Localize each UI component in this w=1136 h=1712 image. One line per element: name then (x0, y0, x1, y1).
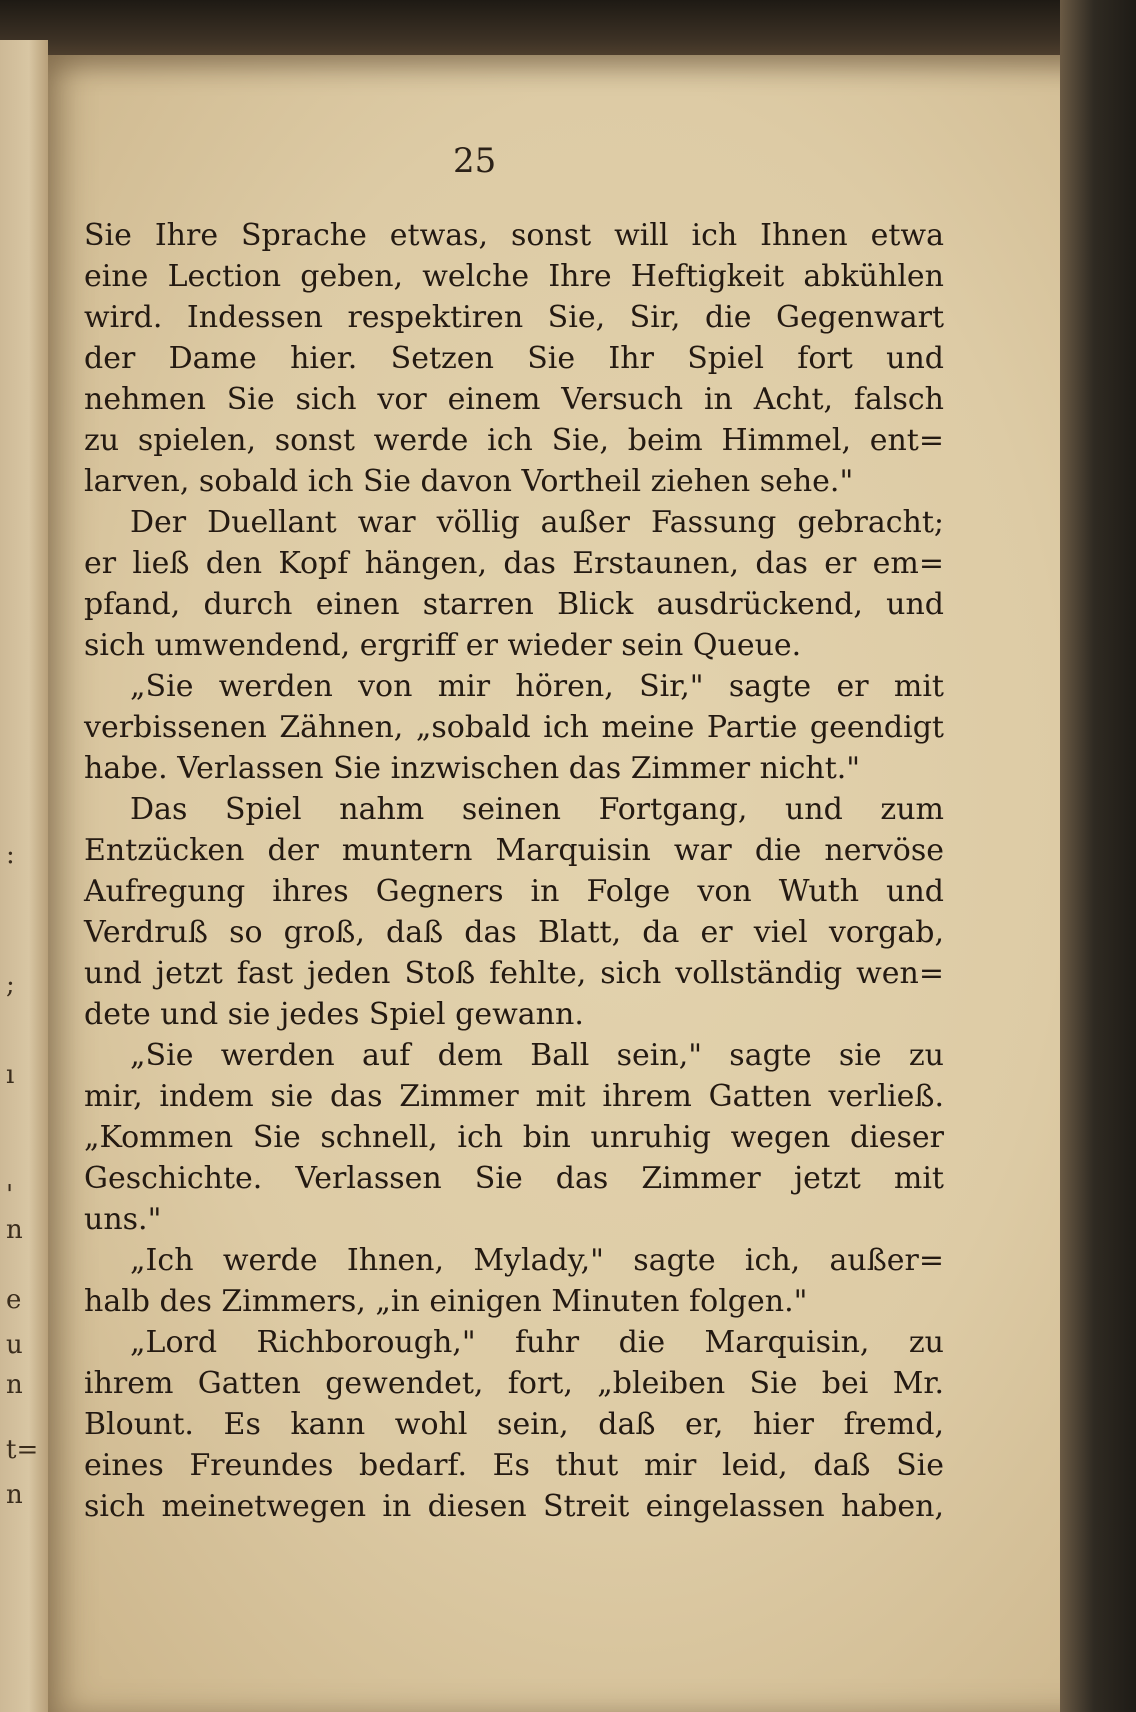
spine-letter: ; (6, 970, 15, 1000)
text-line: der Dame hier. Setzen Sie Ihr Spiel fort und (84, 341, 944, 376)
text-line: halb des Zimmers, „in einigen Minuten folgen." (84, 1284, 808, 1319)
text-line: „Kommen Sie schnell, ich bin unruhig wegen dieser (84, 1120, 944, 1155)
text-line: Aufregung ihres Gegners in Folge von Wuth und (84, 874, 944, 909)
text-line: larven, sobald ich Sie davon Vortheil ziehen sehe." (84, 464, 854, 499)
text-line: Der Duellant war völlig außer Fassung gebracht; (130, 505, 944, 540)
text-line: „Sie werden von mir hören, Sir," sagte er mit (130, 669, 944, 704)
spine-letter: ı (6, 1060, 15, 1090)
spine-letter: n (6, 1480, 23, 1510)
text-line: „Ich werde Ihnen, Mylady," sagte ich, außer= (130, 1243, 944, 1278)
text-line: eine Lection geben, welche Ihre Heftigkeit abkühlen (84, 259, 944, 294)
spine-letter: t= (6, 1435, 39, 1465)
text-line: zu spielen, sonst werde ich Sie, beim Himmel, ent= (84, 423, 944, 458)
text-line: habe. Verlassen Sie inzwischen das Zimmer nicht." (84, 751, 861, 786)
text-line: und jetzt fast jeden Stoß fehlte, sich vollständig wen= (84, 956, 944, 991)
text-line: uns." (84, 1202, 162, 1237)
text-line: er ließ den Kopf hängen, das Erstaunen, das er em= (84, 546, 944, 581)
text-line: ihrem Gatten gewendet, fort, „bleiben Sie bei Mr. (84, 1366, 944, 1401)
spine-letter: : (6, 840, 15, 870)
book-right-edge (1060, 0, 1136, 1712)
text-line: pfand, durch einen starren Blick ausdrückend, und (84, 587, 944, 622)
spine-letter: n (6, 1215, 23, 1245)
text-line: wird. Indessen respektiren Sie, Sir, die Gegenwart (84, 300, 944, 335)
text-line: sich umwendend, ergriff er wieder sein Queue. (84, 628, 802, 663)
text-line: Blount. Es kann wohl sein, daß er, hier fremd, (84, 1407, 944, 1442)
previous-page-strip (0, 40, 48, 1712)
spine-letter: e (6, 1285, 22, 1315)
text-line: „Sie werden auf dem Ball sein," sagte sie zu (130, 1038, 944, 1073)
text-line: Das Spiel nahm seinen Fortgang, und zum (130, 792, 944, 827)
text-line: verbissenen Zähnen, „sobald ich meine Partie geendigt (84, 710, 944, 745)
text-line: Geschichte. Verlassen Sie das Zimmer jetzt mit (84, 1161, 944, 1196)
text-line: „Lord Richborough," fuhr die Marquisin, zu (130, 1325, 944, 1360)
book-page (48, 55, 1088, 1712)
page-number: 25 (453, 141, 497, 181)
text-line: Sie Ihre Sprache etwas, sonst will ich Ihnen etwa (84, 218, 944, 253)
body-text (84, 215, 944, 1527)
text-line: sich meinetwegen in diesen Streit eingelassen haben, (84, 1489, 944, 1524)
text-line: eines Freundes bedarf. Es thut mir leid, daß Sie (84, 1448, 944, 1483)
spine-letter: ' (6, 1180, 14, 1210)
spine-letter: n (6, 1370, 23, 1400)
text-line: Verdruß so groß, daß das Blatt, da er viel vorgab, (84, 915, 944, 950)
spine-letter: u (6, 1330, 23, 1360)
text-line: Entzücken der muntern Marquisin war die nervöse (84, 833, 944, 868)
text-line: nehmen Sie sich vor einem Versuch in Acht, falsch (84, 382, 944, 417)
text-line: mir, indem sie das Zimmer mit ihrem Gatten verließ. (84, 1079, 944, 1114)
text-line: dete und sie jedes Spiel gewann. (84, 997, 584, 1032)
